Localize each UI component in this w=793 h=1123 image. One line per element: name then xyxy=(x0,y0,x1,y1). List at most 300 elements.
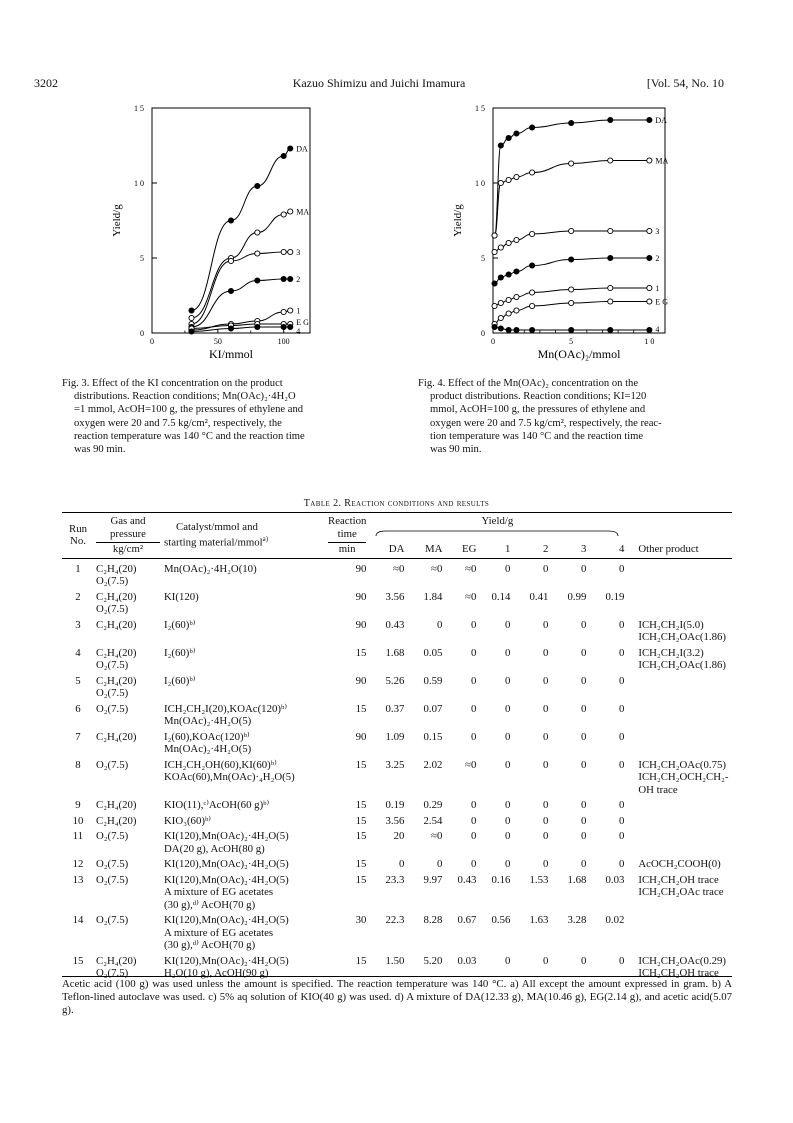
data-point-eg xyxy=(498,315,503,320)
other-line: ICH₂CH₂OAc(0.29) xyxy=(638,954,726,967)
yield-ma-cell: 0 xyxy=(436,858,443,870)
yield-da-cell: 22.3 xyxy=(385,914,405,926)
gas-line: C₂H₄(20) xyxy=(96,562,137,575)
other-cell xyxy=(626,756,732,797)
series-label: 1 xyxy=(296,306,301,316)
gas-line: O₂(7.5) xyxy=(96,659,129,671)
time-cell: 15 xyxy=(355,758,367,771)
catalyst-line: (30 g),ᵈ⁾ AcOH(70 g) xyxy=(164,939,256,951)
data-point-3 xyxy=(569,228,574,233)
yield-ma-cell: 9.97 xyxy=(423,873,443,886)
gas-line: C₂H₄(20) xyxy=(96,814,137,827)
col-ma: MA xyxy=(424,542,443,555)
data-point-3 xyxy=(506,240,511,245)
data-point-3 xyxy=(608,228,613,233)
table-row xyxy=(62,558,732,588)
caption-line: reaction temperature was 140 °C and the reaction time xyxy=(74,430,305,442)
gas-cell xyxy=(94,855,162,871)
yield-eg-cell: 0.67 xyxy=(457,914,477,926)
x-tick-label: 0 xyxy=(491,337,495,346)
data-point-4 xyxy=(281,324,286,329)
yield-da-cell: 0.37 xyxy=(385,702,405,715)
catalyst-cell xyxy=(162,672,326,700)
yield-y4-cell: 0 xyxy=(618,562,625,575)
run-cell: 12 xyxy=(72,858,84,870)
y-axis-label: Yield/g xyxy=(452,204,464,237)
data-point-3 xyxy=(514,237,519,242)
yield-y2-cell: 0 xyxy=(542,646,549,659)
yield-da-cell: 23.3 xyxy=(385,873,405,886)
caption-line: oxygen were 20 and 7.5 kg/cm², respectively, the xyxy=(74,417,282,429)
other-line: ICH₂CH₂OAc(0.75) xyxy=(638,758,726,771)
table-row xyxy=(62,871,732,912)
y-tick-label: 1 0 xyxy=(475,179,485,188)
data-point-3 xyxy=(228,258,233,263)
data-point-ma xyxy=(608,158,613,163)
data-point-2 xyxy=(529,263,534,268)
yield-y1-cell: 0 xyxy=(504,618,511,631)
yield-y4-cell: 0.02 xyxy=(605,914,625,926)
yield-ma-cell: ≈0 xyxy=(431,830,443,842)
series-label: DA xyxy=(296,144,308,154)
run-cell: 9 xyxy=(75,799,81,811)
data-point-1 xyxy=(608,285,613,290)
time-cell: 15 xyxy=(355,830,367,842)
data-point-3 xyxy=(281,249,286,254)
data-point-4 xyxy=(288,324,293,329)
table-body xyxy=(62,558,732,980)
yield-y2-cell: 0 xyxy=(542,758,549,771)
yield-da-cell: 1.09 xyxy=(385,730,405,743)
table-row xyxy=(62,812,732,828)
catalyst-cell xyxy=(162,871,326,912)
yield-y1-cell: 0.14 xyxy=(491,590,511,603)
yield-y4-cell: 0 xyxy=(618,758,625,771)
catalyst-line: I₂(60),KOAc(120)ᵇ⁾ xyxy=(164,730,250,743)
caption-line: Fig. 4. Effect of the Mn(OAc)₂ concentration on the xyxy=(418,378,639,389)
catalyst-line: KI(120),Mn(OAc)₂·4H₂O(5) xyxy=(164,830,289,842)
gas-line: C₂H₄(20) xyxy=(96,954,137,967)
gas-line: C₂H₄(20) xyxy=(96,799,137,811)
x-tick-label: 0 xyxy=(150,337,154,346)
series-label: 4 xyxy=(296,327,301,336)
data-point-3 xyxy=(529,231,534,236)
data-point-4 xyxy=(506,327,511,332)
figure-4-chart xyxy=(452,100,715,365)
yield-ma-cell: 2.02 xyxy=(423,758,443,771)
yield-eg-cell: 0.43 xyxy=(457,873,477,886)
data-point-ma xyxy=(498,180,503,185)
run-cell: 5 xyxy=(75,674,81,687)
series-label: 3 xyxy=(655,227,660,236)
gas-cell xyxy=(94,558,162,588)
data-point-4 xyxy=(255,324,260,329)
table-row xyxy=(62,796,732,812)
time-cell: 90 xyxy=(355,674,367,687)
gas-cell xyxy=(94,827,162,855)
catalyst-line: Mn(OAc)₂·4H₂O(5) xyxy=(164,743,252,755)
yield-y1-cell: 0 xyxy=(504,858,511,870)
yield-y2-cell: 0 xyxy=(542,702,549,715)
gas-line: O₂(7.5) xyxy=(96,603,129,615)
figure-3-chart xyxy=(80,100,340,365)
catalyst-line: KI(120),Mn(OAc)₂·4H₂O(5) xyxy=(164,914,289,926)
gas-line: O₂(7.5) xyxy=(96,873,129,886)
yield-da-cell: 0.43 xyxy=(385,618,405,631)
time-cell: 15 xyxy=(355,799,367,811)
catalyst-line: KIO₃(60)ᵇ⁾ xyxy=(164,814,211,827)
series-label: 3 xyxy=(296,248,301,257)
data-point-ma xyxy=(506,177,511,182)
table-row xyxy=(62,728,732,756)
y-tick-label: 1 5 xyxy=(475,104,485,113)
yield-eg-cell: 0 xyxy=(470,858,477,870)
data-point-da xyxy=(514,131,519,136)
x-tick-label: 50 xyxy=(213,337,222,346)
yield-ma-cell: 1.84 xyxy=(423,590,443,603)
other-line: ICH₂CH₂OCH₂CH₂- xyxy=(638,771,729,783)
other-line: ICH₂CH₂OH trace xyxy=(638,967,719,979)
gas-line: O₂(7.5) xyxy=(96,914,129,926)
gas-line: O₂(7.5) xyxy=(96,702,129,715)
yield-y4-cell: 0 xyxy=(618,646,625,659)
yield-y3-cell: 0 xyxy=(580,646,587,659)
gas-line: C₂H₄(20) xyxy=(96,674,137,687)
gas-line: O₂(7.5) xyxy=(96,575,129,587)
time-cell: 30 xyxy=(355,914,367,926)
table-row xyxy=(62,588,732,616)
table-row xyxy=(62,616,732,644)
table-row xyxy=(62,756,732,797)
data-point-4 xyxy=(189,329,194,334)
yield-brace xyxy=(372,529,622,537)
table-title: Table 2. Reaction conditions and results xyxy=(303,498,490,509)
table-row xyxy=(62,827,732,855)
yield-y4-cell: 0 xyxy=(618,799,625,811)
yield-y2-cell: 0.41 xyxy=(529,590,549,603)
data-point-ma xyxy=(281,212,286,217)
yield-y4-cell: 0 xyxy=(618,954,625,967)
catalyst-cell xyxy=(162,911,326,952)
data-point-da xyxy=(529,125,534,130)
other-cell xyxy=(626,855,732,871)
yield-da-cell: 0.19 xyxy=(385,799,405,811)
data-point-2 xyxy=(506,272,511,277)
run-cell: 1 xyxy=(75,562,81,575)
data-point-da xyxy=(506,135,511,140)
catalyst-line: I₂(60)ᵇ⁾ xyxy=(164,674,196,687)
gas-line: O₂(7.5) xyxy=(96,758,129,771)
col-other-product: Other product xyxy=(638,543,699,555)
gas-line: O₂(7.5) xyxy=(96,687,129,699)
data-point-ma xyxy=(492,233,497,238)
yield-y2-cell: 0 xyxy=(542,730,549,743)
other-cell xyxy=(626,911,732,952)
series-label: MA xyxy=(655,156,669,166)
data-point-2 xyxy=(255,278,260,283)
data-point-eg xyxy=(529,303,534,308)
data-point-2 xyxy=(569,257,574,262)
y-tick-label: 0 xyxy=(140,329,144,338)
data-point-ma xyxy=(288,209,293,214)
yield-da-cell: 1.50 xyxy=(385,954,405,967)
data-point-ma xyxy=(569,161,574,166)
catalyst-line: Mn(OAc)₂·4H₂O(5) xyxy=(164,715,252,727)
yield-y1-cell: 0 xyxy=(504,758,511,771)
yield-da-cell: 3.56 xyxy=(385,590,405,603)
gas-line: C₂H₄(20) xyxy=(96,646,137,659)
data-point-4 xyxy=(529,327,534,332)
yield-eg-cell: ≈0 xyxy=(465,590,477,603)
other-cell xyxy=(626,672,732,700)
yield-eg-cell: 0 xyxy=(470,646,477,659)
gas-cell xyxy=(94,644,162,672)
yield-y3-cell: 0 xyxy=(580,830,587,842)
data-point-eg xyxy=(514,308,519,313)
yield-ma-cell: 2.54 xyxy=(423,814,443,827)
data-point-4 xyxy=(569,327,574,332)
data-point-2 xyxy=(608,255,613,260)
data-point-1 xyxy=(492,303,497,308)
y-tick-label: 1 0 xyxy=(134,179,144,188)
gas-cell xyxy=(94,796,162,812)
data-point-3 xyxy=(288,249,293,254)
series-label: E G xyxy=(655,297,669,307)
yield-y1-cell: 0 xyxy=(504,814,511,827)
other-line: ICH₂CH₂I(3.2) xyxy=(638,646,704,659)
gas-cell xyxy=(94,588,162,616)
yield-y4-cell: 0.03 xyxy=(605,873,625,886)
other-cell xyxy=(626,644,732,672)
table-row xyxy=(62,644,732,672)
y-axis-label: Yield/g xyxy=(111,204,123,237)
caption-line: product distributions. Reaction conditions; KI=120 xyxy=(430,391,647,403)
time-cell: 15 xyxy=(355,873,367,886)
data-point-da xyxy=(498,143,503,148)
yield-y3-cell: 0 xyxy=(580,702,587,715)
data-point-da xyxy=(189,308,194,313)
data-point-da xyxy=(281,153,286,158)
yield-y3-cell: 0 xyxy=(580,758,587,771)
data-point-2 xyxy=(492,281,497,286)
catalyst-line: KI(120),Mn(OAc)₂·4H₂O(5) xyxy=(164,873,289,886)
yield-eg-cell: 0 xyxy=(470,618,477,631)
data-point-da xyxy=(569,120,574,125)
x-tick-label: 100 xyxy=(277,337,290,346)
yield-y2-cell: 1.53 xyxy=(529,873,549,886)
catalyst-line: KI(120),Mn(OAc)₂·4H₂O(5) xyxy=(164,954,289,967)
catalyst-cell xyxy=(162,855,326,871)
catalyst-cell xyxy=(162,827,326,855)
catalyst-line: KOAc(60),Mn(OAc)·₄H₂O(5) xyxy=(164,771,295,783)
series-label: MA xyxy=(296,207,310,217)
figure-4-caption xyxy=(418,377,718,456)
yield-ma-cell: 0.29 xyxy=(423,799,443,811)
run-cell: 2 xyxy=(75,590,81,603)
catalyst-line: DA(20 g), AcOH(80 g) xyxy=(164,842,265,855)
catalyst-line: I₂(60)ᵇ⁾ xyxy=(164,618,196,631)
yield-eg-cell: ≈0 xyxy=(465,562,477,575)
time-cell: 15 xyxy=(355,954,367,967)
plot-frame xyxy=(493,108,665,333)
catalyst-line: H₂O(10 g), AcOH(90 g) xyxy=(164,967,269,979)
yield-ma-cell: 5.20 xyxy=(423,954,443,967)
yield-ma-cell: 0.07 xyxy=(423,702,443,715)
caption-line: mmol, AcOH=100 g, the pressures of ethylene and xyxy=(430,404,646,416)
table-row xyxy=(62,911,732,952)
other-cell xyxy=(626,871,732,912)
table-row xyxy=(62,700,732,728)
time-cell: 15 xyxy=(355,702,367,715)
data-point-1 xyxy=(647,285,652,290)
run-cell: 6 xyxy=(75,702,81,715)
yield-y2-cell: 0 xyxy=(542,674,549,687)
other-line: AcOCH₂COOH(0) xyxy=(638,858,721,870)
data-point-4 xyxy=(228,326,233,331)
yield-eg-cell: 0 xyxy=(470,830,477,842)
catalyst-line: KI(120) xyxy=(164,590,199,603)
col-run: Run No. xyxy=(69,522,87,548)
catalyst-cell xyxy=(162,796,326,812)
gas-line: O₂(7.5) xyxy=(96,830,129,842)
catalyst-line: A mixture of EG acetates xyxy=(164,926,274,939)
results-table xyxy=(62,512,732,980)
catalyst-cell xyxy=(162,644,326,672)
data-point-da xyxy=(255,183,260,188)
table-footnote: Acetic acid (100 g) was used unless the amount is specified. The reaction temperature was 140 °C. a) All except the amount expressed in gram. b) A Teflon-lined autoclave was used. c) 5% aq solution of KIO(40 g) was used. d) A mixture of DA(12.33 g), MA(10.46 g), EG(2.14 g), and acetic acid(5.07 g). xyxy=(62,978,732,1016)
yield-y1-cell: 0 xyxy=(504,646,511,659)
other-line: ICH₂CH₂OAc(1.86) xyxy=(638,659,726,671)
data-point-1 xyxy=(281,309,286,314)
yield-y3-cell: 1.68 xyxy=(567,873,587,886)
catalyst-cell xyxy=(162,588,326,616)
data-point-ma xyxy=(514,174,519,179)
data-point-2 xyxy=(288,276,293,281)
data-point-2 xyxy=(514,269,519,274)
col-2: 2 xyxy=(542,542,549,555)
yield-ma-cell: 8.28 xyxy=(423,914,443,926)
data-point-4 xyxy=(608,327,613,332)
data-point-3 xyxy=(498,245,503,250)
catalyst-cell xyxy=(162,728,326,756)
gas-line: O₂(7.5) xyxy=(96,967,129,979)
yield-y3-cell: 3.28 xyxy=(567,914,587,926)
catalyst-line: A mixture of EG acetates xyxy=(164,886,274,898)
yield-y4-cell: 0 xyxy=(618,730,625,743)
yield-y3-cell: 0 xyxy=(580,799,587,811)
yield-y2-cell: 0 xyxy=(542,814,549,827)
data-point-4 xyxy=(514,327,519,332)
gas-line: C₂H₄(20) xyxy=(96,730,137,743)
other-line: ICH₂CH₂I(5.0) xyxy=(638,618,704,631)
caption-line: was 90 min. xyxy=(430,444,482,456)
yield-y2-cell: 0 xyxy=(542,799,549,811)
authors-line: Kazuo Shimizu and Juichi Imamura xyxy=(292,76,466,90)
yield-ma-cell: 0.59 xyxy=(423,674,443,687)
data-point-2 xyxy=(228,288,233,293)
series-label: 2 xyxy=(655,254,660,263)
data-point-ma xyxy=(189,315,194,320)
col-1: 1 xyxy=(504,542,511,555)
yield-y4-cell: 0 xyxy=(618,858,625,870)
gas-cell xyxy=(94,756,162,797)
catalyst-cell xyxy=(162,812,326,828)
yield-eg-cell: 0 xyxy=(470,674,477,687)
other-cell xyxy=(626,827,732,855)
caption-line: tion temperature was 140 °C and the reaction time xyxy=(430,430,644,442)
yield-y3-cell: 0 xyxy=(580,674,587,687)
col-3: 3 xyxy=(580,542,587,555)
yield-y1-cell: 0 xyxy=(504,830,511,842)
yield-y4-cell: 0 xyxy=(618,674,625,687)
data-point-da xyxy=(647,117,652,122)
yield-eg-cell: 0 xyxy=(470,730,477,743)
yield-da-cell: 5.26 xyxy=(385,674,405,687)
yield-da-cell: 0 xyxy=(398,858,405,870)
data-point-2 xyxy=(647,255,652,260)
yield-ma-cell: 0.15 xyxy=(423,730,443,743)
yield-y4-cell: 0 xyxy=(618,830,625,842)
data-point-eg xyxy=(569,300,574,305)
series-line-ma xyxy=(495,161,650,236)
data-point-ma xyxy=(529,170,534,175)
yield-y3-cell: 0 xyxy=(580,814,587,827)
yield-eg-cell: 0 xyxy=(470,702,477,715)
yield-ma-cell: ≈0 xyxy=(431,562,443,575)
yield-eg-cell: 0 xyxy=(470,814,477,827)
table-row xyxy=(62,672,732,700)
catalyst-line: Mn(OAc)₂·4H₂O(10) xyxy=(164,562,257,575)
caption-line: oxygen were 20 and 7.5 kg/cm², respectively, the reac- xyxy=(430,417,662,429)
gas-cell xyxy=(94,911,162,952)
run-cell: 3 xyxy=(75,618,81,631)
yield-ma-cell: 0 xyxy=(436,618,443,631)
col-yield-group: Yield/g xyxy=(368,513,626,541)
run-cell: 15 xyxy=(72,954,84,967)
series-label: DA xyxy=(655,116,667,125)
data-point-4 xyxy=(498,326,503,331)
yield-eg-cell: ≈0 xyxy=(465,758,477,771)
col-gas: Gas and pressure kg/cm² xyxy=(94,513,162,559)
yield-y3-cell: 0 xyxy=(580,858,587,870)
yield-y2-cell: 0 xyxy=(542,954,549,967)
data-point-1 xyxy=(529,290,534,295)
other-line: ICH₂CH₂OAc trace xyxy=(638,886,724,898)
time-cell: 15 xyxy=(355,858,367,870)
run-cell: 14 xyxy=(72,914,84,926)
data-point-1 xyxy=(506,297,511,302)
time-cell: 90 xyxy=(355,618,367,631)
data-point-2 xyxy=(281,276,286,281)
other-line: OH trace xyxy=(638,783,678,796)
time-cell: 15 xyxy=(355,814,367,827)
yield-da-cell: 3.56 xyxy=(385,814,405,827)
catalyst-cell xyxy=(162,558,326,588)
data-point-4 xyxy=(647,327,652,332)
y-tick-label: 5 xyxy=(140,254,144,263)
data-point-da xyxy=(608,117,613,122)
catalyst-cell xyxy=(162,616,326,644)
gas-cell xyxy=(94,728,162,756)
col-eg: EG xyxy=(461,542,477,555)
data-point-eg xyxy=(506,311,511,316)
series-label: E G xyxy=(296,318,309,327)
data-point-ma xyxy=(647,158,652,163)
data-point-da xyxy=(288,146,293,151)
yield-y2-cell: 0 xyxy=(542,830,549,842)
series-label: 4 xyxy=(655,325,660,334)
run-cell: 8 xyxy=(75,758,81,771)
